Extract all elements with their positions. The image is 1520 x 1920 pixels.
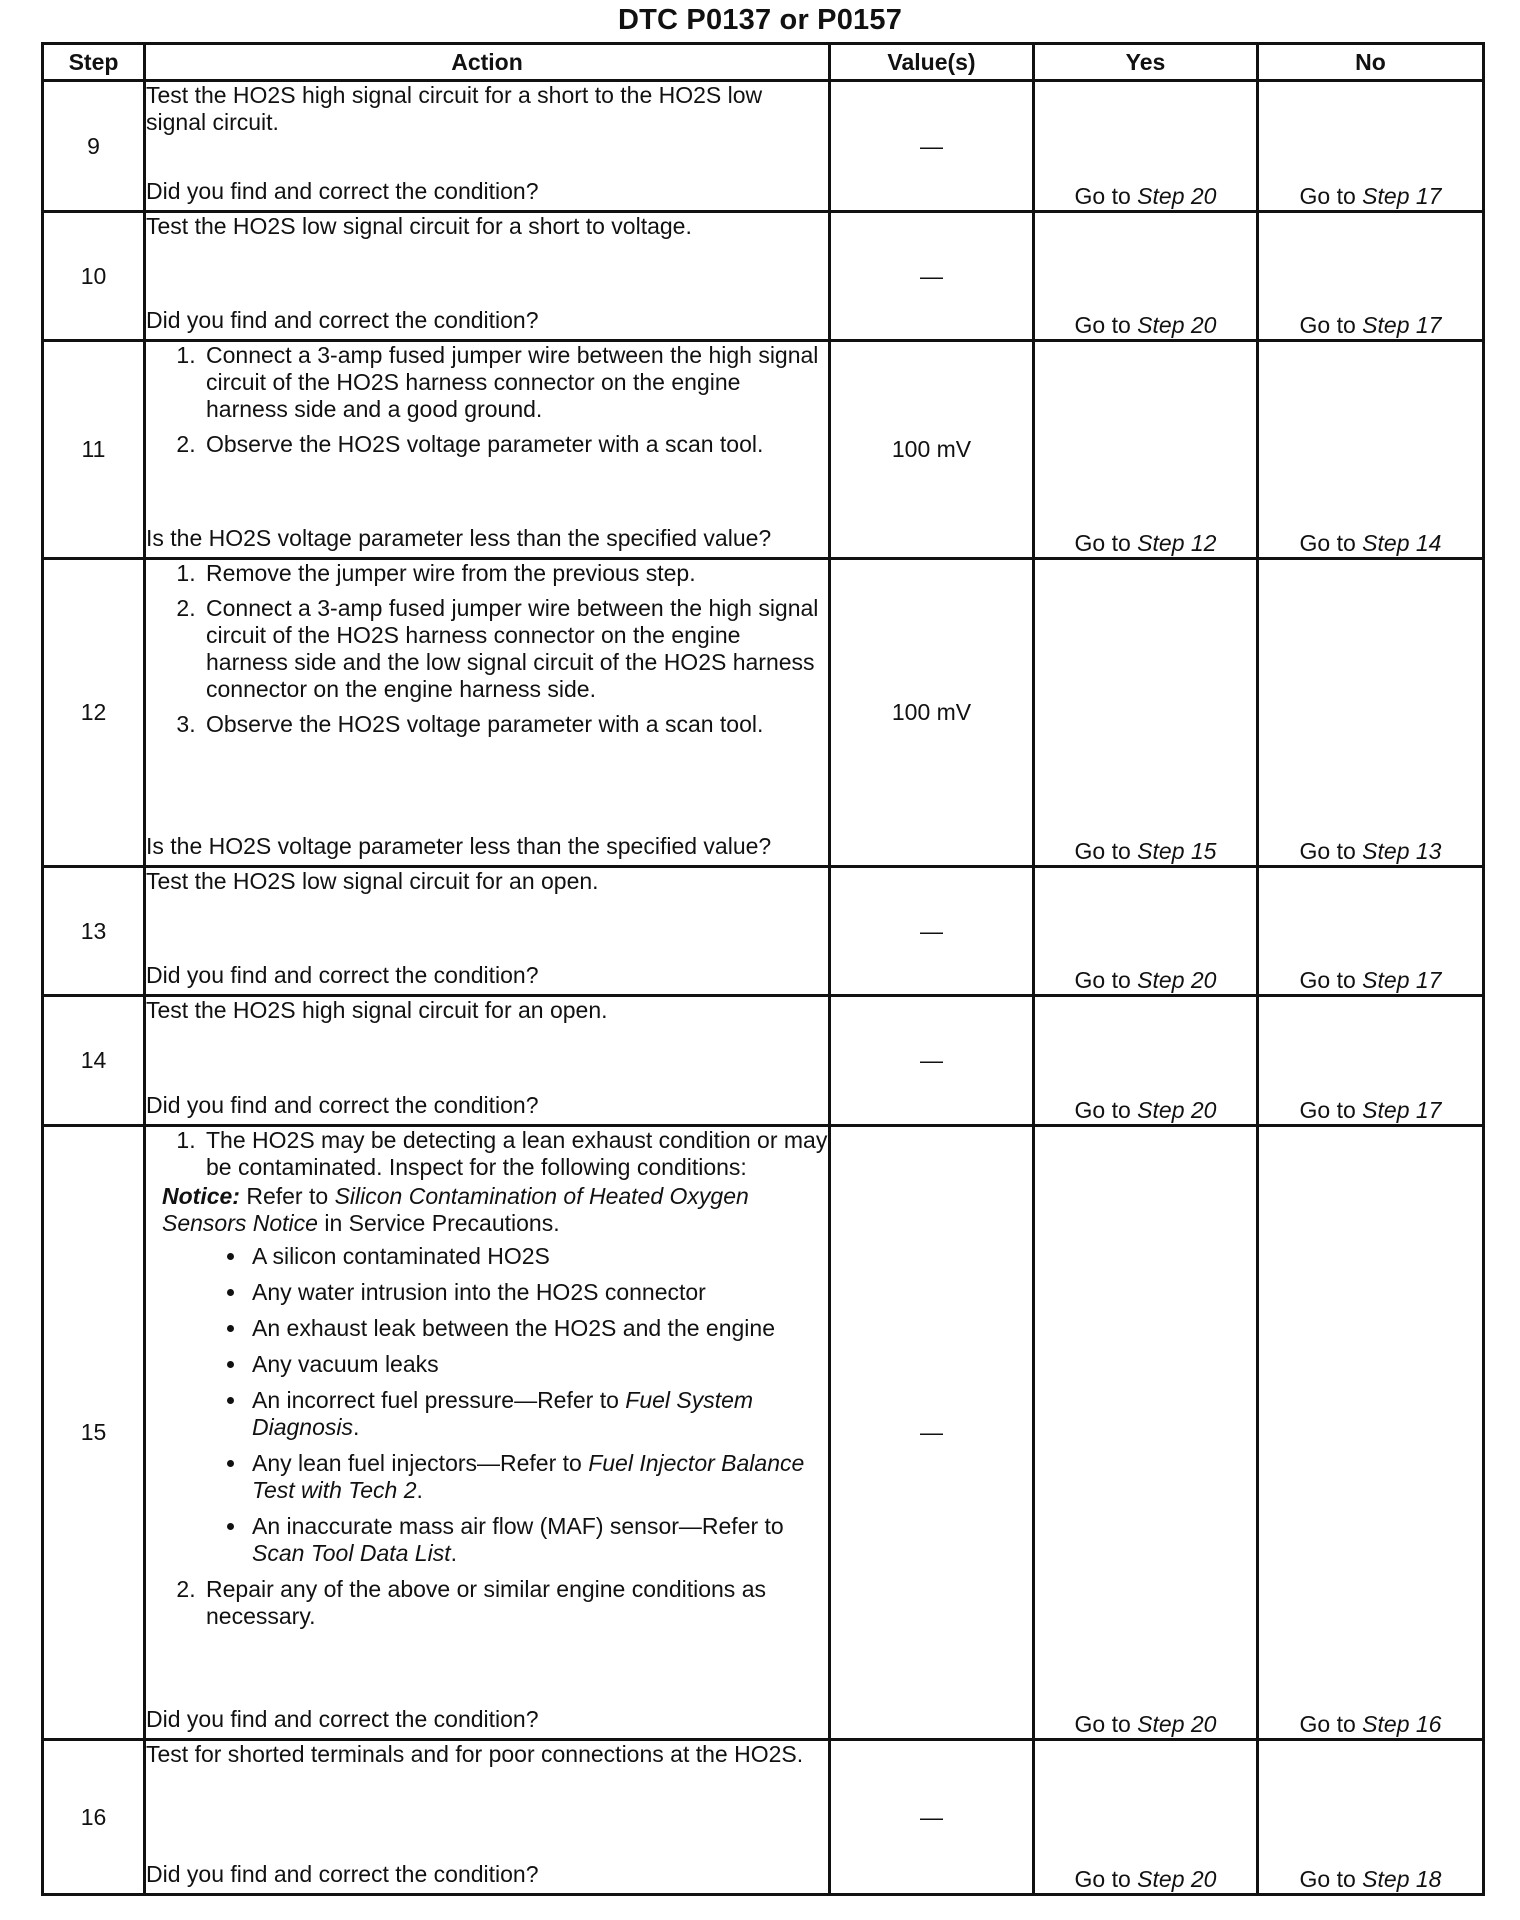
action-step-item: 3. Observe the HO2S voltage parameter with a scan tool. [202, 711, 828, 738]
scan-tool-data-list-link[interactable]: Scan Tool Data List [252, 1540, 451, 1566]
yes-step-link[interactable]: Step 15 [1137, 838, 1217, 864]
condition-item: • Any vacuum leaks [248, 1351, 828, 1378]
action-step-item [162, 1127, 828, 1567]
go-to-label: Go to [1299, 1097, 1356, 1123]
value-cell: — [830, 867, 1034, 996]
condition-item [248, 1513, 828, 1567]
yes-step-link[interactable]: Step 20 [1137, 1097, 1217, 1123]
no-step-link[interactable]: Step 18 [1362, 1866, 1442, 1892]
condition-text: An incorrect fuel pressure—Refer to [252, 1387, 619, 1413]
condition-end: . [450, 1540, 457, 1566]
step-number: 14 [43, 996, 145, 1126]
action-text: Test the HO2S high signal circuit for an open. [146, 997, 608, 1023]
go-to-label: Go to [1299, 967, 1356, 993]
no-cell [1258, 996, 1484, 1126]
action-cell [145, 212, 830, 341]
action-text: Test the HO2S high signal circuit for a short to the HO2S low signal circuit. [146, 82, 763, 135]
action-step-item: 2. Observe the HO2S voltage parameter with a scan tool. [202, 431, 828, 458]
action-text: Test for shorted terminals and for poor connections at the HO2S. [146, 1741, 804, 1767]
diagnostic-table [41, 42, 1485, 1896]
step-number: 9 [43, 81, 145, 212]
condition-item: • An exhaust leak between the HO2S and the engine [248, 1315, 828, 1342]
go-to-label: Go to [1074, 967, 1131, 993]
action-question: Is the HO2S voltage parameter less than the specified value? [146, 525, 772, 551]
action-cell [145, 1740, 830, 1895]
no-step-link[interactable]: Step 17 [1362, 312, 1442, 338]
table-row-step-11 [43, 341, 1484, 559]
yes-cell [1034, 559, 1258, 867]
no-cell [1258, 559, 1484, 867]
action-step-item: 2. Repair any of the above or similar engine conditions as necessary. [202, 1576, 828, 1630]
yes-cell [1034, 996, 1258, 1126]
no-cell [1258, 867, 1484, 996]
condition-item: • Any water intrusion into the HO2S connector [248, 1279, 828, 1306]
condition-item [248, 1387, 828, 1441]
page-title: DTC P0137 or P0157 [617, 4, 903, 36]
notice-post: in Service Precautions. [324, 1210, 560, 1236]
go-to-label: Go to [1074, 183, 1131, 209]
step-number: 16 [43, 1740, 145, 1895]
yes-cell [1034, 867, 1258, 996]
yes-step-link[interactable]: Step 20 [1137, 312, 1217, 338]
no-cell [1258, 1126, 1484, 1740]
go-to-label: Go to [1074, 1711, 1131, 1737]
condition-item: • A silicon contaminated HO2S [248, 1243, 828, 1270]
condition-text: Any lean fuel injectors—Refer to [252, 1450, 582, 1476]
no-step-link[interactable]: Step 17 [1362, 967, 1442, 993]
yes-step-link[interactable]: Step 20 [1137, 967, 1217, 993]
header-row [43, 44, 1484, 81]
action-text: Test the HO2S low signal circuit for a short to voltage. [146, 213, 692, 239]
notice-label: Notice: [162, 1183, 240, 1209]
step-number: 12 [43, 559, 145, 867]
no-cell [1258, 1740, 1484, 1895]
action-cell [145, 341, 830, 559]
yes-cell [1034, 1740, 1258, 1895]
go-to-label: Go to [1299, 1866, 1356, 1892]
action-question: Did you find and correct the condition? [146, 307, 539, 333]
no-step-link[interactable]: Step 13 [1362, 838, 1442, 864]
action-cell [145, 81, 830, 212]
condition-list [206, 1243, 828, 1567]
no-cell [1258, 81, 1484, 212]
condition-end: . [353, 1414, 360, 1440]
header-step: Step [43, 44, 145, 81]
no-step-link[interactable]: Step 17 [1362, 1097, 1442, 1123]
no-step-link[interactable]: Step 14 [1362, 530, 1442, 556]
condition-text: An inaccurate mass air flow (MAF) sensor—Refer to [252, 1513, 784, 1539]
injector-balance-test-link[interactable]: Fuel Injector Balance Test with Tech 2 [252, 1450, 805, 1503]
header-yes: Yes [1034, 44, 1258, 81]
value-cell: — [830, 212, 1034, 341]
table-row-step-9 [43, 81, 1484, 212]
go-to-label: Go to [1074, 838, 1131, 864]
table-row-step-12 [43, 559, 1484, 867]
value-cell: — [830, 1740, 1034, 1895]
action-question: Did you find and correct the condition? [146, 962, 539, 988]
condition-item [248, 1450, 828, 1504]
go-to-label: Go to [1074, 312, 1131, 338]
go-to-label: Go to [1074, 1097, 1131, 1123]
no-step-link[interactable]: Step 17 [1362, 183, 1442, 209]
value-cell: — [830, 1126, 1034, 1740]
action-text: Test the HO2S low signal circuit for an open. [146, 868, 599, 894]
action-cell [145, 559, 830, 867]
action-steps [146, 342, 828, 466]
go-to-label: Go to [1299, 312, 1356, 338]
yes-cell [1034, 81, 1258, 212]
table-row-step-15 [43, 1126, 1484, 1740]
no-cell [1258, 212, 1484, 341]
go-to-label: Go to [1074, 1866, 1131, 1892]
table-row-step-14 [43, 996, 1484, 1126]
action-question: Did you find and correct the condition? [146, 1092, 539, 1118]
go-to-label: Go to [1299, 530, 1356, 556]
yes-cell [1034, 1126, 1258, 1740]
go-to-label: Go to [1074, 530, 1131, 556]
value-cell: — [830, 996, 1034, 1126]
table-row-step-10 [43, 212, 1484, 341]
yes-cell [1034, 212, 1258, 341]
notice-reference-link[interactable]: Silicon Contamination of Heated Oxygen Sensors Notice [162, 1183, 749, 1236]
step-number: 15 [43, 1126, 145, 1740]
go-to-label: Go to [1299, 838, 1356, 864]
header-action: Action [145, 44, 830, 81]
action-steps [146, 560, 828, 746]
action-question: Is the HO2S voltage parameter less than the specified value? [146, 833, 772, 859]
table-row-step-13 [43, 867, 1484, 996]
action-cell [145, 867, 830, 996]
step-number: 11 [43, 341, 145, 559]
header-values: Value(s) [830, 44, 1034, 81]
value-cell: — [830, 81, 1034, 212]
yes-step-link[interactable]: Step 20 [1137, 1866, 1217, 1892]
step-number: 13 [43, 867, 145, 996]
action-question: Did you find and correct the condition? [146, 1861, 539, 1887]
action-cell [145, 996, 830, 1126]
notice-pre: Refer to [246, 1183, 329, 1209]
action-question: Did you find and correct the condition? [146, 178, 539, 204]
action-question: Did you find and correct the condition? [146, 1706, 539, 1732]
go-to-label: Go to [1299, 1711, 1356, 1737]
table-row-step-16 [43, 1740, 1484, 1895]
yes-cell [1034, 341, 1258, 559]
no-cell [1258, 341, 1484, 559]
condition-end: . [416, 1477, 423, 1503]
no-step-link[interactable]: Step 16 [1362, 1711, 1442, 1737]
value-cell: 100 mV [830, 341, 1034, 559]
value-cell: 100 mV [830, 559, 1034, 867]
action-steps [146, 1127, 828, 1638]
notice-block [162, 1183, 828, 1237]
action-step-item: 2. Connect a 3-amp fused jumper wire between the high signal circuit of the HO2S harness connector on the engine harness side and the low signal circuit of the HO2S harness connector on the engine harness side. [202, 595, 828, 703]
inspect-conditions-text: 1. The HO2S may be detecting a lean exhaust condition or may be contaminated. Inspect for the following conditions: [206, 1127, 828, 1180]
header-no: No [1258, 44, 1484, 81]
yes-step-link[interactable]: Step 20 [1137, 183, 1217, 209]
action-cell [145, 1126, 830, 1740]
step-number: 10 [43, 212, 145, 341]
fuel-system-diagnosis-link[interactable]: Fuel System Diagnosis [252, 1387, 754, 1440]
go-to-label: Go to [1299, 183, 1356, 209]
yes-step-link[interactable]: Step 12 [1137, 530, 1217, 556]
action-step-item: 1. Remove the jumper wire from the previous step. [202, 560, 828, 587]
action-step-item: 1. Connect a 3-amp fused jumper wire between the high signal circuit of the HO2S harness connector on the engine harness side and a good ground. [202, 342, 828, 423]
yes-step-link[interactable]: Step 20 [1137, 1711, 1217, 1737]
